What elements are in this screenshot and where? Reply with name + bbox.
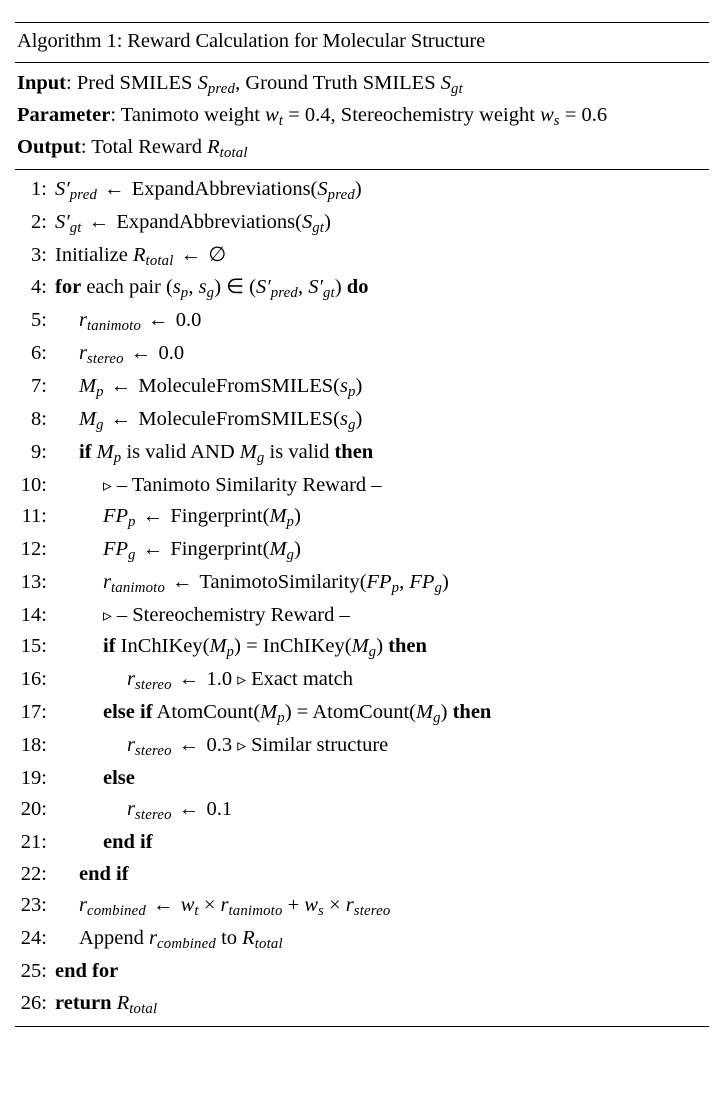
line-text: $FP_g$ ← $Fingerprint(M_g)$ (103, 538, 301, 564)
line-number: 7: (31, 375, 47, 398)
preamble-output-label: Output (17, 135, 81, 158)
line-text: Append $r_{combined}$ to $R_{total}$ (79, 927, 283, 953)
line-text: $M_p$ ← $MoleculeFromSMILES(s_p)$ (79, 375, 363, 401)
line-number: 5: (31, 309, 47, 332)
line-number: 1: (31, 177, 47, 200)
line-text: $r_{stereo}$ ← 0.3 ▹ Similar structure (127, 733, 389, 760)
line-number: 12: (20, 538, 47, 561)
algorithm-line (17, 988, 707, 1021)
line-number: 8: (31, 407, 47, 430)
line-number: 2: (31, 210, 47, 233)
line-number: 14: (20, 603, 47, 626)
line-number: 18: (20, 733, 47, 756)
line-text: $r_{combined}$ ← $w_t \times r_{tanimoto} + w_s \times r_{stereo}$ (79, 894, 391, 920)
algorithm-line (17, 600, 707, 632)
algorithm-line (17, 207, 707, 240)
line-number: 6: (31, 342, 47, 365)
algorithm-line (17, 305, 707, 338)
line-text: for each pair ($s_p$, $s_g$) ∈ ($S'_{pred}$, $S'_{gt}$) do (55, 276, 369, 302)
line-text: $r_{stereo}$ ← 0.0 (79, 342, 185, 368)
algorithm-line (17, 730, 707, 763)
algorithm-line (17, 338, 707, 371)
rule-bottom (15, 1026, 709, 1027)
algorithm-line (17, 240, 707, 273)
line-number: 23: (20, 894, 47, 917)
line-number: 26: (20, 991, 47, 1014)
line-text: $r_{stereo}$ ← 0.1 (127, 798, 233, 824)
algorithm-line (17, 534, 707, 567)
algorithm-line (17, 371, 707, 404)
line-text: ▹ – Stereochemistry Reward – (103, 603, 350, 626)
line-number: 22: (20, 862, 47, 885)
line-text: else (103, 766, 135, 789)
line-text: else if $AtomCount(M_p)$ = $AtomCount(M_g)$ then (103, 701, 492, 727)
line-text: $S'_{gt}$ ← $ExpandAbbreviations(S_{gt})$ (55, 210, 331, 236)
algorithm-line (17, 174, 707, 207)
preamble-parameter-label: Parameter (17, 103, 111, 126)
algorithm-line (17, 272, 707, 305)
line-text: $r_{stereo}$ ← 1.0 ▹ Exact match (127, 668, 353, 694)
line-text: end if (79, 862, 129, 885)
line-text: $r_{tanimoto}$ ← $TanimotoSimilarity(FP_p$, $FP_g$) (103, 570, 449, 597)
line-number: 25: (20, 960, 47, 983)
line-text: ▹ – Tanimoto Similarity Reward – (103, 473, 382, 496)
line-text: end if (103, 831, 153, 854)
line-text: $S'_{pred}$ ← $ExpandAbbreviations(S_{pred})$ (55, 177, 362, 204)
algorithm-line (17, 763, 707, 795)
algorithm-line (17, 404, 707, 437)
algorithm-line (17, 501, 707, 534)
preamble-output: Output: Total Reward $R_{total}$ (17, 135, 248, 161)
algorithm-caption: Algorithm 1: Reward Calculation for Molecular Structure (17, 30, 486, 52)
line-number: 16: (20, 668, 47, 691)
algorithm-line (17, 859, 707, 891)
algorithm-line (17, 956, 707, 988)
algorithm-lines (15, 170, 709, 1027)
line-text: $M_g$ ← $MoleculeFromSMILES(s_g)$ (79, 407, 363, 434)
line-text: Initialize $R_{total}$ ← ∅ (55, 243, 227, 269)
line-number: 11: (21, 505, 47, 528)
algorithm-preamble (15, 63, 709, 169)
preamble-input-label: Input (17, 71, 67, 94)
algorithm-line (17, 631, 707, 664)
line-number: 20: (20, 798, 47, 821)
algorithm-line (17, 567, 707, 600)
line-number: 13: (20, 570, 47, 593)
line-text: if $M_p$ is valid AND $M_g$ is valid then (79, 440, 374, 466)
line-number: 21: (20, 831, 47, 854)
line-number: 17: (20, 701, 47, 724)
algorithm-block (15, 0, 709, 1027)
line-number: 15: (20, 635, 47, 658)
line-number: 9: (31, 440, 47, 463)
line-number: 4: (31, 276, 47, 299)
line-number: 24: (20, 927, 47, 950)
algorithm-line (17, 923, 707, 956)
line-text: return $R_{total}$ (55, 991, 158, 1017)
algorithm-line (17, 437, 707, 470)
line-text: end for (55, 960, 119, 983)
algorithm-line (17, 470, 707, 502)
line-text: if $InChIKey(M_p)$ = $InChIKey(M_g)$ then (103, 635, 427, 661)
preamble-input: Input: Pred SMILES $S_{pred}$, Ground Truth SMILES $S_{gt}$ (17, 71, 463, 97)
line-text: $FP_p$ ← $Fingerprint(M_p)$ (103, 505, 301, 531)
line-number: 19: (20, 766, 47, 789)
line-number: 3: (31, 243, 47, 266)
preamble-parameter: Parameter: Tanimoto weight $w_t = 0.4$, Stereochemistry weight $w_s = 0.6$ (17, 103, 608, 129)
algorithm-line (17, 827, 707, 859)
algorithm-line (17, 697, 707, 730)
line-text: $r_{tanimoto}$ ← 0.0 (79, 309, 202, 335)
algorithm-line (17, 664, 707, 697)
algorithm-line (17, 890, 707, 923)
line-number: 10: (20, 473, 47, 496)
algorithm-line (17, 794, 707, 827)
